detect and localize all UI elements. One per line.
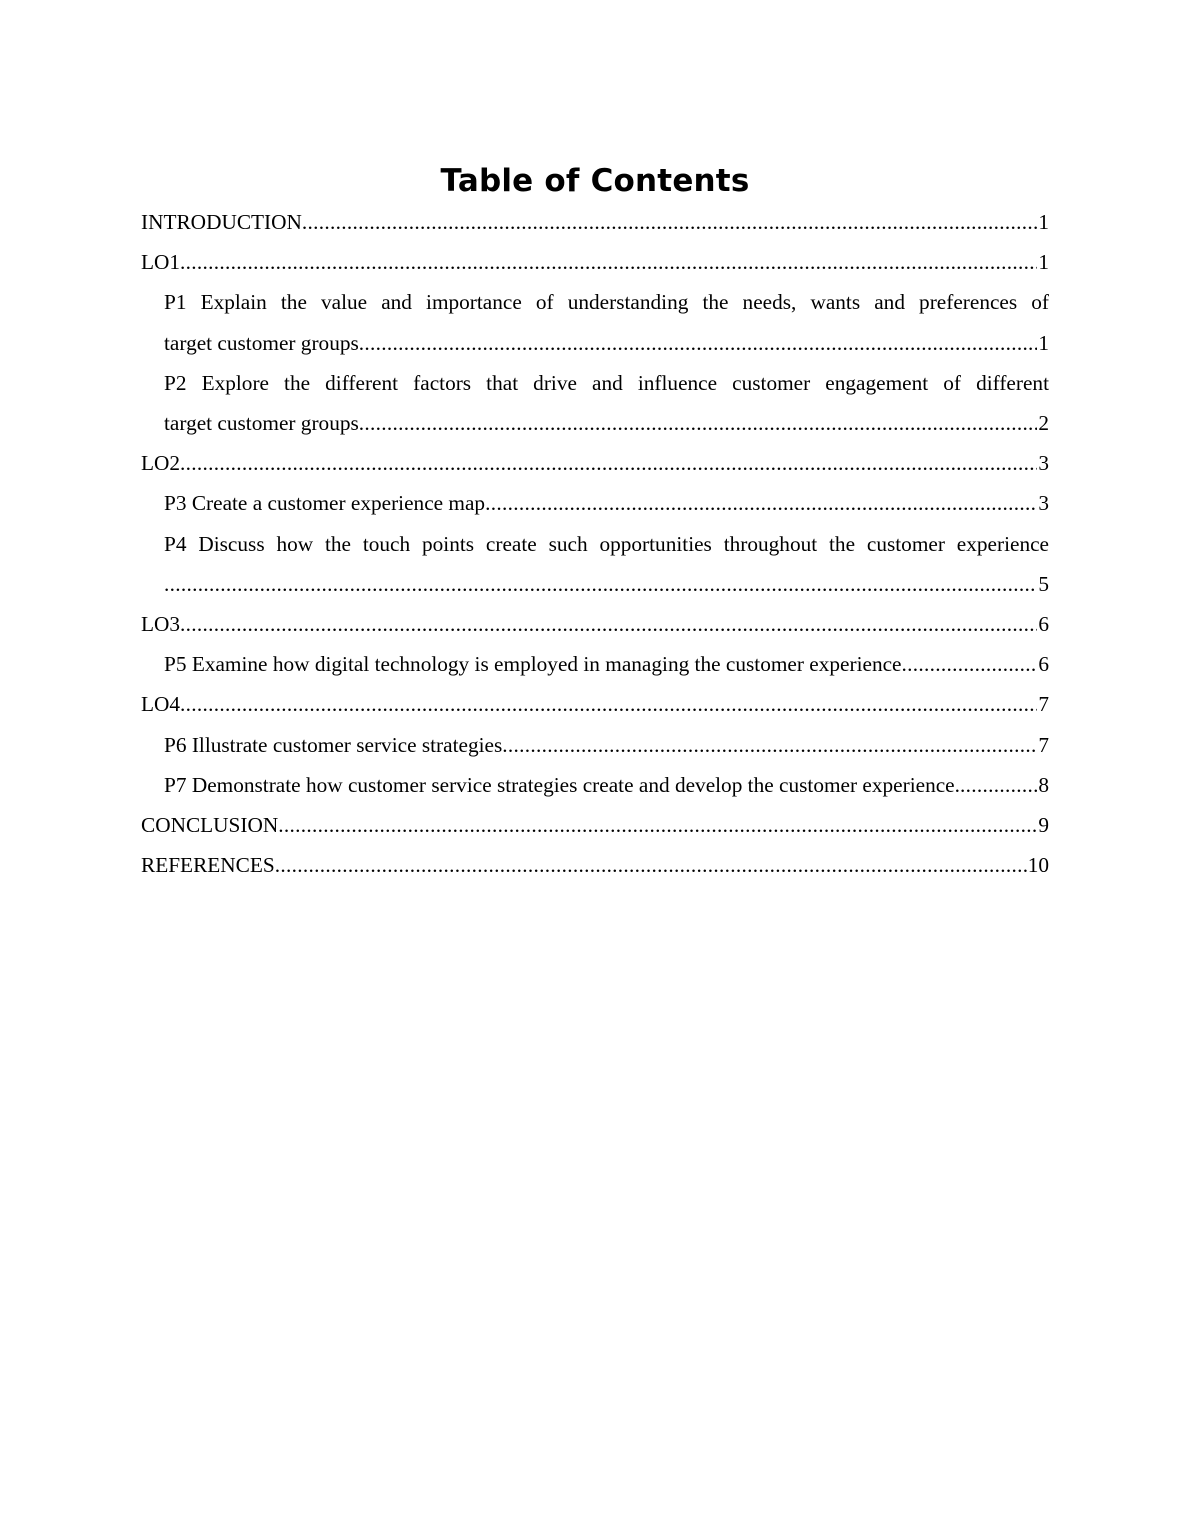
toc-page-number: 10 [1027, 853, 1049, 878]
toc-entry-lo2[interactable] [141, 443, 1049, 483]
toc-entry-p6[interactable] [141, 725, 1049, 765]
leader-dots [502, 725, 1037, 765]
toc-title: Table of Contents [440, 163, 750, 199]
toc-entry-label: CONCLUSION [141, 813, 279, 838]
leader-dots [359, 403, 1038, 443]
toc-entry-lo1[interactable] [141, 242, 1049, 282]
leader-dots [359, 323, 1038, 363]
leader-dots [164, 564, 1037, 604]
toc-entry-label-line1: P2 Explore the different factors that drive and influence customer engagement of different [164, 370, 1049, 395]
toc-entry-label-line2: target customer groups [164, 330, 359, 355]
document-page [141, 160, 1049, 885]
toc-entry-introduction[interactable] [141, 202, 1049, 242]
toc-entry-label: LO4 [141, 692, 181, 717]
toc-entry-p4[interactable] [141, 524, 1049, 604]
toc-page-number: 6 [1038, 652, 1049, 677]
toc-page-number: 7 [1038, 692, 1049, 717]
toc-entry-p3[interactable] [141, 483, 1049, 523]
toc-page-number: 1 [1038, 250, 1049, 275]
toc-page-number: 8 [1038, 772, 1049, 797]
leader-dots [275, 845, 1027, 885]
toc-entry-lo3[interactable] [141, 604, 1049, 644]
toc-entry-references[interactable] [141, 845, 1049, 885]
toc-page-number: 5 [1038, 571, 1049, 596]
toc-entry-label-line2: target customer groups [164, 411, 359, 436]
leader-dots [485, 483, 1037, 523]
toc-page-number: 7 [1038, 732, 1049, 757]
toc-entry-label-line1: P1 Explain the value and importance of understanding the needs, wants and preferences of [164, 290, 1049, 315]
leader-dots [278, 805, 1037, 845]
toc-page-number: 3 [1038, 451, 1049, 476]
toc-entry-label: P7 Demonstrate how customer service strategies create and develop the customer experience. [164, 772, 960, 797]
leader-dots [302, 202, 1037, 242]
toc-entry-p2[interactable] [141, 363, 1049, 443]
toc-page-number: 1 [1038, 210, 1049, 234]
toc-page-number: 2 [1038, 411, 1049, 436]
toc-page-number: 9 [1038, 813, 1049, 838]
toc-entry-p7[interactable] [141, 765, 1049, 805]
leader-dots [180, 684, 1037, 724]
leader-dots [960, 765, 1037, 805]
toc-entry-label: LO3 [141, 612, 181, 637]
toc-entry-label: REFERENCES [141, 853, 275, 878]
leader-dots [180, 604, 1037, 644]
toc-entry-label: P5 Examine how digital technology is employed in managing the customer experience [164, 652, 902, 677]
leader-dots [902, 644, 1038, 684]
toc-entry-label-line1: P4 Discuss how the touch points create such opportunities throughout the customer experience [164, 531, 1049, 556]
toc-entry-label: INTRODUCTION [141, 210, 302, 234]
leader-dots [180, 242, 1037, 282]
leader-dots [180, 443, 1037, 483]
toc-entry-label: LO2 [141, 451, 181, 476]
toc-entry-p5[interactable] [141, 644, 1049, 684]
toc-page-number: 1 [1038, 330, 1049, 355]
toc-page-number: 3 [1038, 491, 1049, 516]
toc-entry-lo4[interactable] [141, 684, 1049, 724]
toc-entry-label: P6 Illustrate customer service strategies [164, 732, 503, 757]
toc-entry-conclusion[interactable] [141, 805, 1049, 845]
toc-entry-label: LO1 [141, 250, 181, 275]
toc-list [141, 202, 1049, 885]
toc-entry-label: P3 Create a customer experience map [164, 491, 486, 516]
toc-page-number: 6 [1038, 612, 1049, 637]
toc-entry-p1[interactable] [141, 282, 1049, 362]
